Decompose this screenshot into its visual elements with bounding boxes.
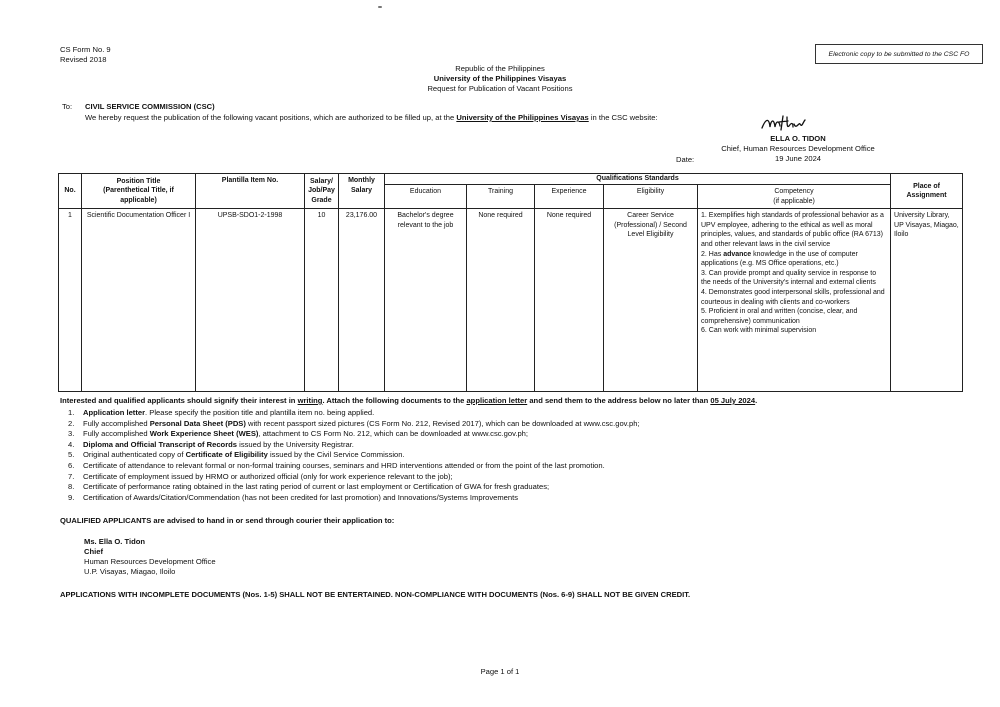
list-item: 8. Certificate of performance rating obtained in the last rating period of current or last employment or Certification of GWA for fresh graduates; <box>68 482 550 492</box>
cell-place-of-assignment: University Library, UP Visayas, Miagao, Iloilo <box>891 209 963 392</box>
list-item: 1. Application letter. Please specify the position title and plantilla item no. being applied. <box>68 408 375 417</box>
request-statement: We hereby request the publication of the following vacant positions, which are authorized to be filled up, at the University of the Philippines Visayas in the CSC website: <box>85 113 658 122</box>
document-header <box>0 64 1000 94</box>
address-name: Ms. Ella O. Tidon <box>84 537 146 546</box>
header-monthly-salary: Monthly Salary <box>339 174 385 209</box>
competency-item: 5. Proficient in oral and written (concise, clear, and comprehensive) communication <box>701 308 858 325</box>
cell-experience: None required <box>535 209 604 392</box>
cell-salary-grade: 10 <box>305 209 339 392</box>
compliance-warning: APPLICATIONS WITH INCOMPLETE DOCUMENTS (Nos. 1-5) SHALL NOT BE ENTERTAINED. NON-COMPLIANCE WITH DOCUMENTS (Nos. 6-9) SHALL NOT BE GIVEN CREDIT. <box>60 590 691 599</box>
header-university: University of the Philippines Visayas <box>433 74 567 83</box>
signatory-name: ELLA O. TIDON <box>770 134 826 143</box>
table-row <box>59 209 963 392</box>
list-item: 2. Fully accomplished Personal Data Sheet (PDS) with recent passport sized pictures (CS Form No. 212, Revised 2017), which can be downloaded at www.csc.gov.ph; <box>68 418 640 428</box>
header-experience: Experience <box>535 185 604 209</box>
header-qualifications: Qualifications Standards <box>385 174 891 185</box>
to-label: To: <box>62 102 73 111</box>
list-item: 9. Certification of Awards/Citation/Commendation (has not been credited for last promotion) and Innovations/Systems Improvements <box>68 492 519 502</box>
cell-position-title: Scientific Documentation Officer I <box>82 209 196 392</box>
form-identifier <box>60 45 111 65</box>
scan-speck <box>378 6 382 8</box>
competency-item: 6. Can work with minimal supervision <box>701 327 817 335</box>
address-position: Chief <box>84 547 103 556</box>
header-no: No. <box>59 174 82 209</box>
vacant-positions-table <box>58 173 963 392</box>
list-item: 4. Diploma and Official Transcript of Records issued by the University Registrar. <box>68 439 354 449</box>
page-number: Page 1 of 1 <box>480 667 520 676</box>
header-salary-grade: Salary/ Job/Pay Grade <box>305 174 339 209</box>
mailing-address <box>84 537 216 577</box>
header-place-of-assignment: Place of Assignment <box>891 174 963 209</box>
list-item: 6. Certificate of attendance to relevant formal or non-formal training courses, seminars and HRD interventions attended or from the point of the last promotion. <box>68 460 605 470</box>
cell-competency <box>698 209 891 392</box>
date-label: Date: <box>676 155 695 164</box>
cell-plantilla: UPSB-SDO1-2-1998 <box>196 209 305 392</box>
cell-monthly-salary: 23,176.00 <box>339 209 385 392</box>
competency-item: 1. Exemplifies high standards of professional behavior as a UPV employee, adhering to the ethical as well as moral principles, values, and standards of public office (RA 6713) and other relevant laws in the civil service <box>701 212 884 248</box>
header-education: Education <box>385 185 467 209</box>
cell-training: None required <box>467 209 535 392</box>
form-revised: Revised 2018 <box>60 55 107 64</box>
signatory-block <box>720 134 876 164</box>
requirements-list <box>68 408 948 503</box>
header-training: Training <box>467 185 535 209</box>
header-republic: Republic of the Philippines <box>455 64 545 73</box>
handwritten-signature <box>760 112 806 134</box>
to-organization: CIVIL SERVICE COMMISSION (CSC) <box>85 102 215 111</box>
competency-item: 2. Has advance knowledge in the use of computer applications (e.g. MS Office operations, etc.) <box>701 250 858 268</box>
header-competency: Competency (if applicable) <box>698 185 891 209</box>
header-position-title: Position Title (Parenthetical Title, if applicable) <box>82 174 196 209</box>
list-item: 7. Certificate of employment issued by HRMO or authorized official (only for work experience relevant to the job); <box>68 471 453 481</box>
competency-item: 4. Demonstrates good interpersonal skills, professional and courteous in dealing with clients and co-workers <box>701 288 885 306</box>
header-request-title: Request for Publication of Vacant Positions <box>427 84 573 93</box>
cell-education: Bachelor's degree relevant to the job <box>385 209 467 392</box>
competency-item: 3. Can provide prompt and quality service in response to the needs of the University's internal and external clients <box>701 269 877 287</box>
address-office: Human Resources Development Office <box>84 557 216 566</box>
list-item: 5. Original authenticated copy of Certificate of Eligibility issued by the Civil Service Commission. <box>68 450 405 460</box>
signatory-date: 19 June 2024 <box>774 154 822 163</box>
request-university-link: University of the Philippines Visayas <box>456 113 589 122</box>
application-instructions: Interested and qualified applicants should signify their interest in writing. Attach the following documents to the application letter and send them to the address below no later than 05 July 2024. <box>60 396 758 405</box>
qualified-applicants-advice: QUALIFIED APPLICANTS are advised to hand in or send through courier their application to: <box>60 516 395 525</box>
list-item: 3. Fully accomplished Work Experience Sheet (WES), attachment to CS Form No. 212, which can be downloaded at www.csc.gov.ph; <box>68 429 528 439</box>
cell-no: 1 <box>59 209 82 392</box>
header-plantilla: Plantilla Item No. <box>196 174 305 209</box>
signatory-title: Chief, Human Resources Development Office <box>721 144 875 153</box>
header-eligibility: Eligibility <box>604 185 698 209</box>
form-number: CS Form No. 9 <box>60 45 111 54</box>
cell-eligibility: Career Service (Professional) / Second Level Eligibility <box>604 209 698 392</box>
electronic-copy-note: Electronic copy to be submitted to the CSC FO <box>815 44 983 64</box>
address-location: U.P. Visayas, Miagao, Iloilo <box>84 567 176 576</box>
